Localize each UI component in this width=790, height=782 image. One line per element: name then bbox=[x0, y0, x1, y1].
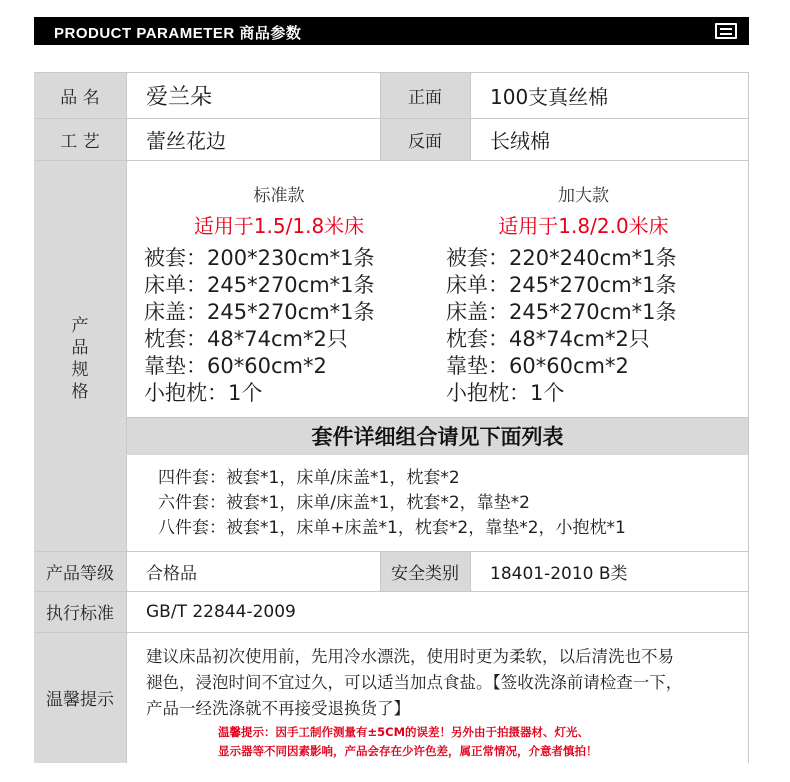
safety-label: 安全类别 bbox=[380, 551, 470, 591]
list-item: 枕套：48*74cm*2只 bbox=[446, 327, 650, 351]
divider bbox=[34, 118, 749, 119]
list-item: 床单：245*270cm*1条 bbox=[446, 273, 677, 297]
standard-value: GB/T 22844-2009 bbox=[126, 591, 749, 632]
front-value: 100支真丝棉 bbox=[470, 73, 749, 118]
divider bbox=[126, 73, 127, 763]
spec-standard-fit: 适用于1.5/1.8米床 bbox=[193, 214, 365, 238]
spec-label-column bbox=[34, 160, 126, 558]
list-item: 六件套：被套*1，床单/床盖*1，枕套*2，靠垫*2 bbox=[158, 493, 530, 513]
back-label: 反面 bbox=[380, 118, 470, 160]
list-item: 床盖：245*270cm*1条 bbox=[446, 300, 677, 324]
craft-value: 蕾丝花边 bbox=[126, 118, 380, 160]
standard-label: 执行标准 bbox=[34, 591, 126, 632]
list-item: 小抱枕：1个 bbox=[144, 381, 263, 405]
back-value: 长绒棉 bbox=[470, 118, 749, 160]
section-header bbox=[34, 17, 749, 45]
name-value: 爱兰朵 bbox=[126, 73, 380, 118]
divider bbox=[748, 73, 749, 763]
list-item: 床单：245*270cm*1条 bbox=[144, 273, 375, 297]
divider bbox=[34, 591, 749, 592]
warning-note bbox=[218, 723, 598, 761]
list-item: 靠垫：60*60cm*2 bbox=[144, 354, 327, 378]
parameter-table bbox=[34, 72, 749, 763]
spec-large-fit: 适用于1.8/2.0米床 bbox=[498, 214, 669, 238]
list-item: 八件套：被套*1，床单+床盖*1，枕套*2，靠垫*2，小抱枕*1 bbox=[158, 518, 626, 538]
combo-list bbox=[158, 466, 626, 541]
warning-line: 温馨提示：因手工制作测量有±5CM的误差！另外由于拍摄器材、灯光、 bbox=[218, 725, 590, 739]
divider bbox=[34, 632, 749, 633]
header-title: PRODUCT PARAMETER 商品参数 bbox=[54, 25, 302, 42]
front-label: 正面 bbox=[380, 73, 470, 118]
grade-value: 合格品 bbox=[126, 551, 380, 591]
divider bbox=[126, 417, 749, 418]
tips-line: 产品一经洗涤就不再接受退换货了】 bbox=[146, 699, 410, 718]
divider bbox=[380, 73, 381, 160]
grade-label: 产品等级 bbox=[34, 551, 126, 591]
spec-large bbox=[446, 181, 721, 407]
divider bbox=[470, 73, 471, 160]
list-item: 靠垫：60*60cm*2 bbox=[446, 354, 629, 378]
divider bbox=[380, 551, 381, 591]
tips-line: 建议床品初次使用前，先用冷水漂洗，使用时更为柔软，以后清洗也不易 bbox=[146, 647, 674, 666]
list-item: 小抱枕：1个 bbox=[446, 381, 565, 405]
tips-text bbox=[146, 644, 746, 722]
menu-icon bbox=[715, 23, 737, 39]
list-item: 被套：200*230cm*1条 bbox=[144, 246, 375, 270]
tips-label: 温馨提示 bbox=[34, 632, 126, 763]
safety-value: 18401-2010 B类 bbox=[470, 551, 749, 591]
spec-large-list bbox=[446, 245, 721, 407]
list-item: 被套：220*240cm*1条 bbox=[446, 246, 677, 270]
divider bbox=[34, 160, 749, 161]
list-item: 四件套：被套*1，床单/床盖*1，枕套*2 bbox=[158, 468, 460, 488]
craft-label: 工 艺 bbox=[34, 118, 126, 160]
divider bbox=[34, 551, 749, 552]
spec-large-title: 加大款 bbox=[558, 186, 609, 206]
tips-line: 褪色，浸泡时间不宜过久，可以适当加点食盐。【签收洗涤前请检查一下， bbox=[146, 673, 683, 692]
warning-line: 显示器等不同因素影响，产品会存在少许色差，属正常情况，介意者慎拍！ bbox=[218, 744, 598, 758]
spec-standard-title: 标准款 bbox=[253, 186, 305, 206]
name-label: 品 名 bbox=[34, 73, 126, 118]
spec-standard bbox=[144, 181, 414, 407]
combo-title: 套件详细组合请见下面列表 bbox=[126, 417, 749, 455]
spec-label: 产品规格 bbox=[71, 316, 89, 402]
spec-standard-list bbox=[144, 245, 414, 407]
list-item: 床盖：245*270cm*1条 bbox=[144, 300, 375, 324]
divider bbox=[470, 551, 471, 591]
list-item: 枕套：48*74cm*2只 bbox=[144, 327, 348, 351]
